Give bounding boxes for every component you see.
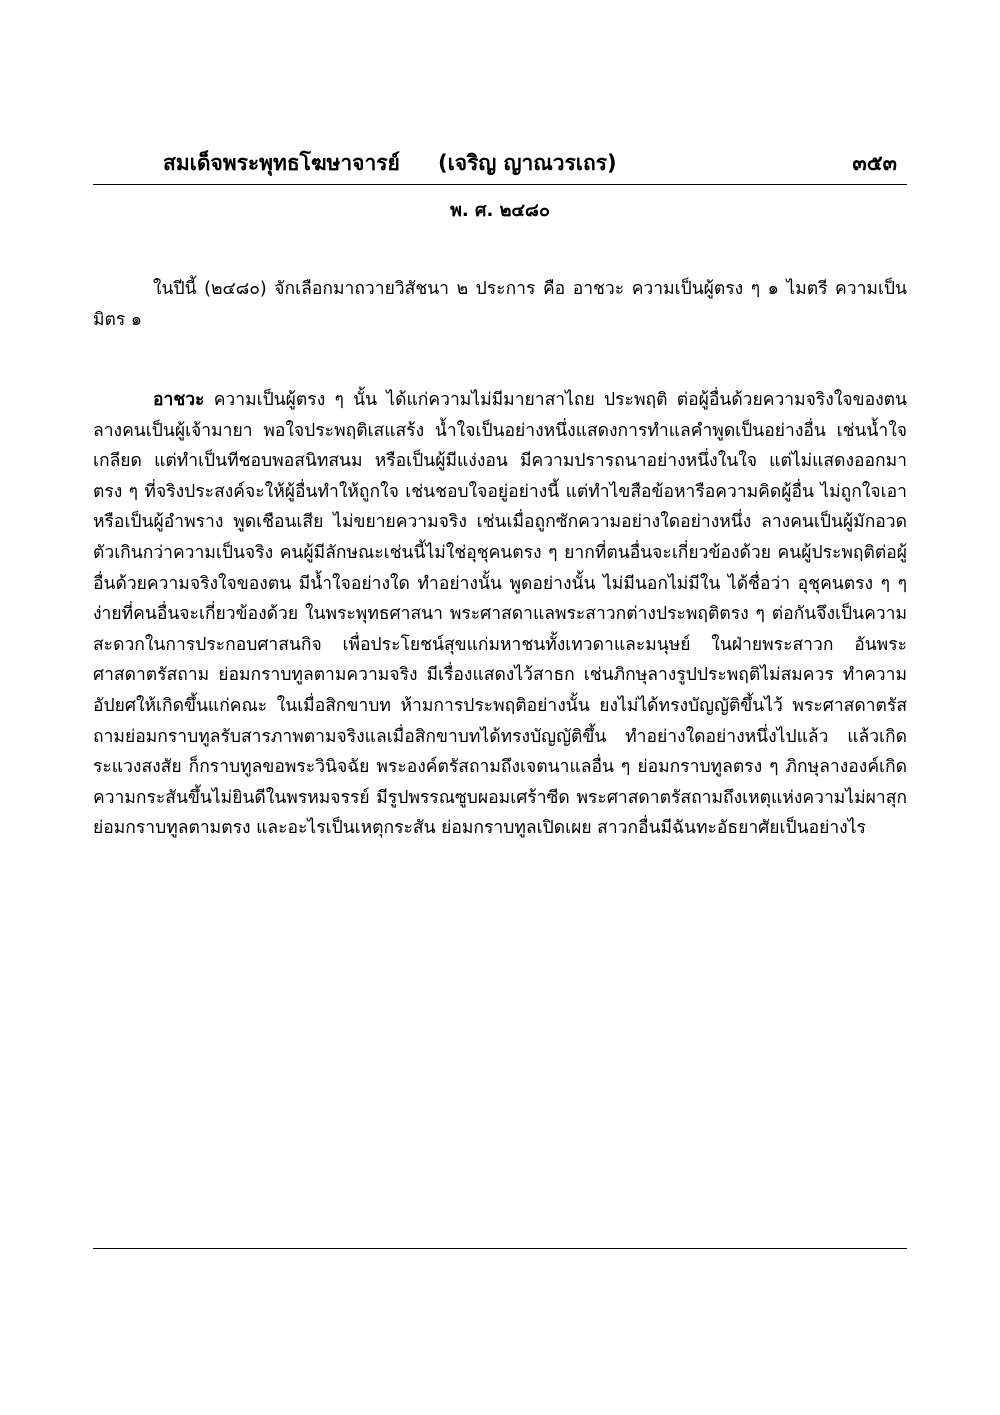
footer-divider [93, 1248, 907, 1249]
header-title: สมเด็จพระพุทธโฆษาจารย์ [163, 151, 400, 175]
page-number: ๓๕๓ [852, 151, 897, 175]
running-header [93, 143, 907, 183]
header-subtitle: (เจริญ ญาณวรเถร) [438, 151, 617, 175]
paragraph-term: อาชวะ [153, 390, 205, 410]
year-heading: พ. ศ. ๒๔๘๐ [450, 200, 550, 221]
main-paragraph [93, 385, 907, 844]
header-divider [93, 184, 907, 185]
paragraph-body: ความเป็นผู้ตรง ๆ นั้น ได้แก่ความไม่มีมายาสาไถย ประพฤติ ต่อผู้อื่นด้วยความจริงใจของตน ลางคนเป็นผู้เจ้ามายา พอใจประพฤติเสแสร้ง น้ำใจเป็นอย่างหนึ่งแสดงการทำแลคำพูดเป็นอย่างอื่น เช่นน้ำใจเกลียด แต่ทำเป็นทีชอบพอสนิทสนม หรือเป็นผู้มีแง่งอน มีความปรารถนาอย่างหนึ่งในใจ แต่ไม่แสดงออกมาตรง ๆ ที่จริงประสงค์จะให้ผู้อื่นทำให้ถูกใจ เช่นชอบใจอยู่อย่างนี้ แต่ทำไขสือข้อหารือความคิดผู้อื่น ไม่ถูกใจเอา หรือเป็นผู้อำพราง พูดเชือนเสีย ไม่ขยายความจริง เช่นเมื่อถูกซักความอย่างใดอย่างหนึ่ง ลางคนเป็นผู้มักอวดตัวเกินกว่าความเป็นจริง คนผู้มีลักษณะเช่นนี้ไม่ใช่อุชุคนตรง ๆ ยากที่ตนอื่นจะเกี่ยวข้องด้วย คนผู้ประพฤติต่อผู้อื่นด้วยความจริงใจของตน มีน้ำใจอย่างใด ทำอย่างนั้น พูดอย่างนั้น ไม่มีนอกไม่มีใน ได้ชื่อว่า อุชุคนตรง ๆ ๆ ง่ายที่คนอื่นจะเกี่ยวข้องด้วย ในพระพุทธศาสนา พระศาสดาแลพระสาวกต่างประพฤติตรง ๆ ต่อกันจึงเป็นความสะดวกในการประกอบศาสนกิจ เพื่อประโยชน์สุขแก่มหาชนทั้งเทวดาและมนุษย์ ในฝ่ายพระสาวก อันพระศาสดาตรัสถาม ย่อมกราบทูลตามความจริง มีเรื่องแสดงไว้สาธก เช่นภิกษุลางรูปประพฤติไม่สมควร ทำความอัปยศให้เกิดขึ้นแก่คณะ ในเมื่อสิกขาบท ห้ามการประพฤติอย่างนั้น ยงไม่ได้ทรงบัญญัติขึ้นไว้ พระศาสดาตรัสถามย่อมกราบทูลรับสารภาพตามจริงแลเมื่อสิกขาบทได้ทรงบัญญัติขึ้น ทำอย่างใดอย่างหนึ่งไปแล้ว แล้วเกิดระแวงสงสัย ก็กราบทูลขอพระวินิจฉัย พระองค์ตรัสถามถึงเจตนาแลอื่น ๆ ย่อมกราบทูลตรง ๆ ภิกษุลางองค์เกิดความกระสันขึ้นไม่ยินดีในพรหมจรรย์ มีรูปพรรณซูบผอมเศร้าซีด พระศาสดาตรัสถามถึงเหตุแห่งความไม่ผาสุก ย่อมกราบทูลตามตรง และอะไรเป็นเหตุกระสัน ย่อมกราบทูลเปิดเผย สาวกอื่นมีฉันทะอัธยาศัยเป็นอย่างไร [93, 390, 907, 839]
intro-paragraph: ในปีนี้ (๒๔๘๐) จักเลือกมาถวายวิสัชนา ๒ ประการ คือ อาชวะ ความเป็นผู้ตรง ๆ ๑ ไมตรี ความเป็นมิตร ๑ [93, 279, 907, 330]
